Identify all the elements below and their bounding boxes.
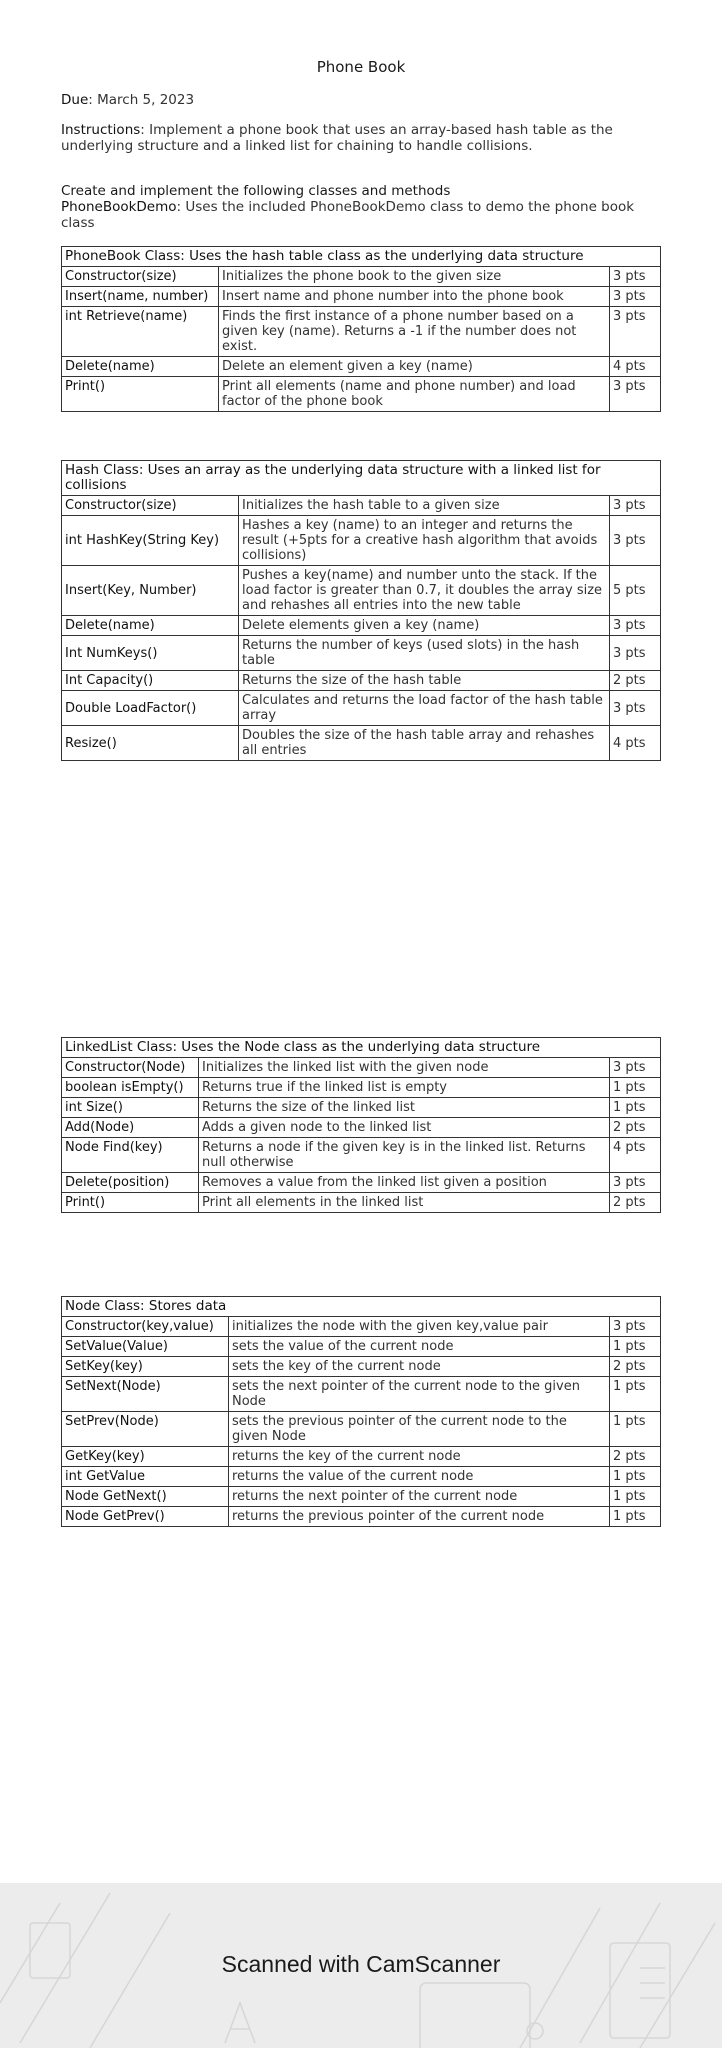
method-name: int GetValue [62,1467,229,1487]
instructions-text: : Implement a phone book that uses an array-based hash table as the underlying structure and a linked list for chaining to handle collisions. [61,122,613,154]
method-desc: Insert name and phone number into the phone book [219,287,610,307]
method-points: 3 pts [610,287,661,307]
method-name: Constructor(key,value) [62,1317,229,1337]
method-desc: Returns a node if the given key is in the linked list. Returns null otherwise [199,1138,610,1173]
method-name: Insert(Key, Number) [62,566,239,616]
method-points: 1 pts [610,1507,661,1527]
method-points: 3 pts [610,377,661,412]
table-row [62,1357,661,1377]
method-desc: sets the key of the current node [229,1357,610,1377]
method-name: Double LoadFactor() [62,691,239,726]
due-value: : March 5, 2023 [88,92,195,108]
method-name: Resize() [62,726,239,761]
method-points: 3 pts [610,496,661,516]
linkedlist-table [61,1037,661,1213]
table-row [62,636,661,671]
method-name: GetKey(key) [62,1447,229,1467]
table-row [62,267,661,287]
method-name: SetKey(key) [62,1357,229,1377]
table-header: LinkedList Class: Uses the Node class as the underlying data structure [62,1038,661,1058]
scanner-watermark-text: Scanned with CamScanner [221,1951,501,1977]
due-label: Due [61,92,89,108]
table-row [62,1138,661,1173]
method-points: 3 pts [610,1173,661,1193]
method-desc: Delete elements given a key (name) [239,616,610,636]
method-desc: Hashes a key (name) to an integer and returns the result (+5pts for a creative hash algorithm that avoids collisions) [239,516,610,566]
method-name: int Retrieve(name) [62,307,219,357]
method-name: Node Find(key) [62,1138,199,1173]
create-heading: Create and implement the following classes and methods [61,183,451,199]
method-points: 2 pts [610,1447,661,1467]
table-header-row [62,1297,661,1317]
method-name: Print() [62,377,219,412]
method-desc: Delete an element given a key (name) [219,357,610,377]
table-row [62,377,661,412]
table-row [62,1193,661,1213]
method-desc: Removes a value from the linked list given a position [199,1173,610,1193]
table-header: Node Class: Stores data [62,1297,661,1317]
method-name: Constructor(size) [62,267,219,287]
method-name: Delete(position) [62,1173,199,1193]
table-row [62,1058,661,1078]
table-row [62,726,661,761]
table-row [62,1098,661,1118]
method-desc: sets the previous pointer of the current node to the given Node [229,1412,610,1447]
method-points: 2 pts [610,1357,661,1377]
method-points: 3 pts [610,1317,661,1337]
table-row [62,671,661,691]
method-desc: Initializes the phone book to the given size [219,267,610,287]
method-desc: Pushes a key(name) and number unto the stack. If the load factor is greater than 0.7, it doubles the array size and rehashes all entries into the new table [239,566,610,616]
method-points: 3 pts [610,1058,661,1078]
method-name: Constructor(size) [62,496,239,516]
method-points: 3 pts [610,616,661,636]
table-header-row [62,247,661,267]
method-points: 1 pts [610,1487,661,1507]
phonebook-table [61,246,661,412]
method-points: 4 pts [610,726,661,761]
method-points: 2 pts [610,1118,661,1138]
table-row [62,1337,661,1357]
method-desc: Adds a given node to the linked list [199,1118,610,1138]
instructions [61,122,666,154]
method-points: 3 pts [610,691,661,726]
table-row [62,1487,661,1507]
method-name: int Size() [62,1098,199,1118]
method-points: 3 pts [610,516,661,566]
hash-table [61,460,661,761]
method-name: boolean isEmpty() [62,1078,199,1098]
method-desc: sets the value of the current node [229,1337,610,1357]
demo-text: : Uses the included PhoneBookDemo class to demo the phone book class [61,199,635,231]
method-desc: Finds the first instance of a phone number based on a given key (name). Returns a -1 if the number does not exist. [219,307,610,357]
method-desc: Returns the size of the linked list [199,1098,610,1118]
method-points: 2 pts [610,671,661,691]
method-points: 1 pts [610,1412,661,1447]
method-points: 1 pts [610,1467,661,1487]
table-row [62,1317,661,1337]
instructions-label: Instructions [61,122,141,138]
method-name: SetPrev(Node) [62,1412,229,1447]
method-desc: Returns the number of keys (used slots) in the hash table [239,636,610,671]
table-row [62,616,661,636]
table-row [62,566,661,616]
method-name: Delete(name) [62,357,219,377]
page-title: Phone Book [316,58,406,76]
method-points: 1 pts [610,1377,661,1412]
table-row [62,287,661,307]
table-header-row [62,1038,661,1058]
method-desc: Returns true if the linked list is empty [199,1078,610,1098]
scanner-footer [0,1883,722,2048]
table-row [62,1467,661,1487]
table-row [62,516,661,566]
method-name: Int Capacity() [62,671,239,691]
method-points: 1 pts [610,1078,661,1098]
method-name: Int NumKeys() [62,636,239,671]
method-desc: Print all elements (name and phone number) and load factor of the phone book [219,377,610,412]
table-header: Hash Class: Uses an array as the underlying data structure with a linked list for collisions [62,461,661,496]
method-desc: returns the key of the current node [229,1447,610,1467]
method-name: int HashKey(String Key) [62,516,239,566]
table-row [62,1118,661,1138]
method-name: Constructor(Node) [62,1058,199,1078]
table-row [62,1377,661,1412]
method-points: 2 pts [610,1193,661,1213]
method-points: 5 pts [610,566,661,616]
table-header: PhoneBook Class: Uses the hash table class as the underlying data structure [62,247,661,267]
table-row [62,1412,661,1447]
method-points: 3 pts [610,267,661,287]
method-name: Node GetNext() [62,1487,229,1507]
demo-line [61,199,666,231]
method-name: SetNext(Node) [62,1377,229,1412]
table-row [62,1507,661,1527]
method-name: SetValue(Value) [62,1337,229,1357]
due-line [61,92,666,108]
method-desc: Doubles the size of the hash table array and rehashes all entries [239,726,610,761]
method-desc: returns the next pointer of the current node [229,1487,610,1507]
table-row [62,496,661,516]
method-name: Print() [62,1193,199,1213]
method-desc: sets the next pointer of the current node to the given Node [229,1377,610,1412]
table-row [62,1173,661,1193]
method-name: Node GetPrev() [62,1507,229,1527]
method-desc: Print all elements in the linked list [199,1193,610,1213]
method-points: 4 pts [610,1138,661,1173]
method-points: 3 pts [610,307,661,357]
method-name: Delete(name) [62,616,239,636]
node-table [61,1296,661,1527]
method-desc: Returns the size of the hash table [239,671,610,691]
method-desc: Calculates and returns the load factor of the hash table array [239,691,610,726]
method-name: Insert(name, number) [62,287,219,307]
method-name: Add(Node) [62,1118,199,1138]
demo-label: PhoneBookDemo [61,199,177,215]
method-points: 4 pts [610,357,661,377]
method-desc: returns the value of the current node [229,1467,610,1487]
method-desc: initializes the node with the given key,value pair [229,1317,610,1337]
method-points: 3 pts [610,636,661,671]
method-desc: Initializes the hash table to a given size [239,496,610,516]
table-row [62,691,661,726]
method-points: 1 pts [610,1337,661,1357]
method-points: 1 pts [610,1098,661,1118]
method-desc: Initializes the linked list with the given node [199,1058,610,1078]
table-header-row [62,461,661,496]
table-row [62,1078,661,1098]
method-desc: returns the previous pointer of the current node [229,1507,610,1527]
table-row [62,357,661,377]
table-row [62,307,661,357]
table-row [62,1447,661,1467]
